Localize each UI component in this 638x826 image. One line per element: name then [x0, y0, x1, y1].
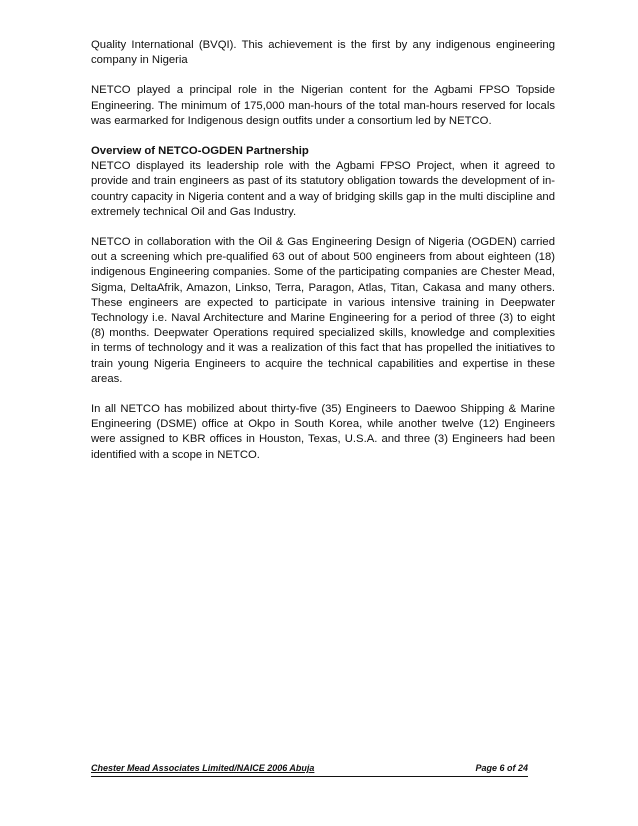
paragraph-ogden-collaboration: NETCO in collaboration with the Oil & Gas Engineering Design of Nigeria (OGDEN) carried out a screening which pre-qualified 63 out of about 500 engineers from about eighteen (18) indigenous Engineering companies. Some of the participating companies are Chester Mead, Sigma, DeltaAfrik, Amazon, Linkso, Terra, Paragon, Atlas, Titan, Cakasa and many others. These engineers are expected to participate in various intensive training in Deepwater Technology i.e. Naval Architecture and Marine Engineering for a period of three (3) to eight (8) months. Deepwater Operations required specialized skills, knowledge and complexities in terms of technology and it was a realization of this fact that has propelled the initiatives to train young Nigeria Engineers to acquire the technical capabilities and expertise in these areas.: [91, 236, 555, 385]
page-footer: [91, 762, 528, 777]
paragraph-bvqi: Quality International (BVQI). This achievement is the first by any indigenous engineering company in Nigeria: [91, 39, 555, 67]
document-body: [91, 38, 555, 478]
section-heading: Overview of NETCO-OGDEN Partnership: [91, 145, 309, 158]
paragraph-leadership: NETCO displayed its leadership role with the Agbami FPSO Project, when it agreed to provide and train engineers as past of its statutory obligation towards the development of in-country capacity in Nigeria content and a way of bridging skills gap in the multi discipline and extremely technical Oil and Gas Industry.: [91, 160, 555, 218]
paragraph-mobilization: In all NETCO has mobilized about thirty-five (35) Engineers to Daewoo Shipping & Marine Engineering (DSME) office at Okpo in South Korea, while another twelve (12) Engineers were assigned to KBR offices in Houston, Texas, U.S.A. and three (3) Engineers had been identified with a scope in NETCO.: [91, 403, 555, 461]
footer-page-number: Page 6 of 24: [475, 763, 528, 773]
paragraph-agbami-topside: NETCO played a principal role in the Nigerian content for the Agbami FPSO Topside Engineering. The minimum of 175,000 man-hours of the total man-hours reserved for locals was earmarked for Indigenous design outfits under a consortium led by NETCO.: [91, 84, 555, 127]
footer-company: Chester Mead Associates Limited/NAICE 2006 Abuja: [91, 763, 315, 773]
